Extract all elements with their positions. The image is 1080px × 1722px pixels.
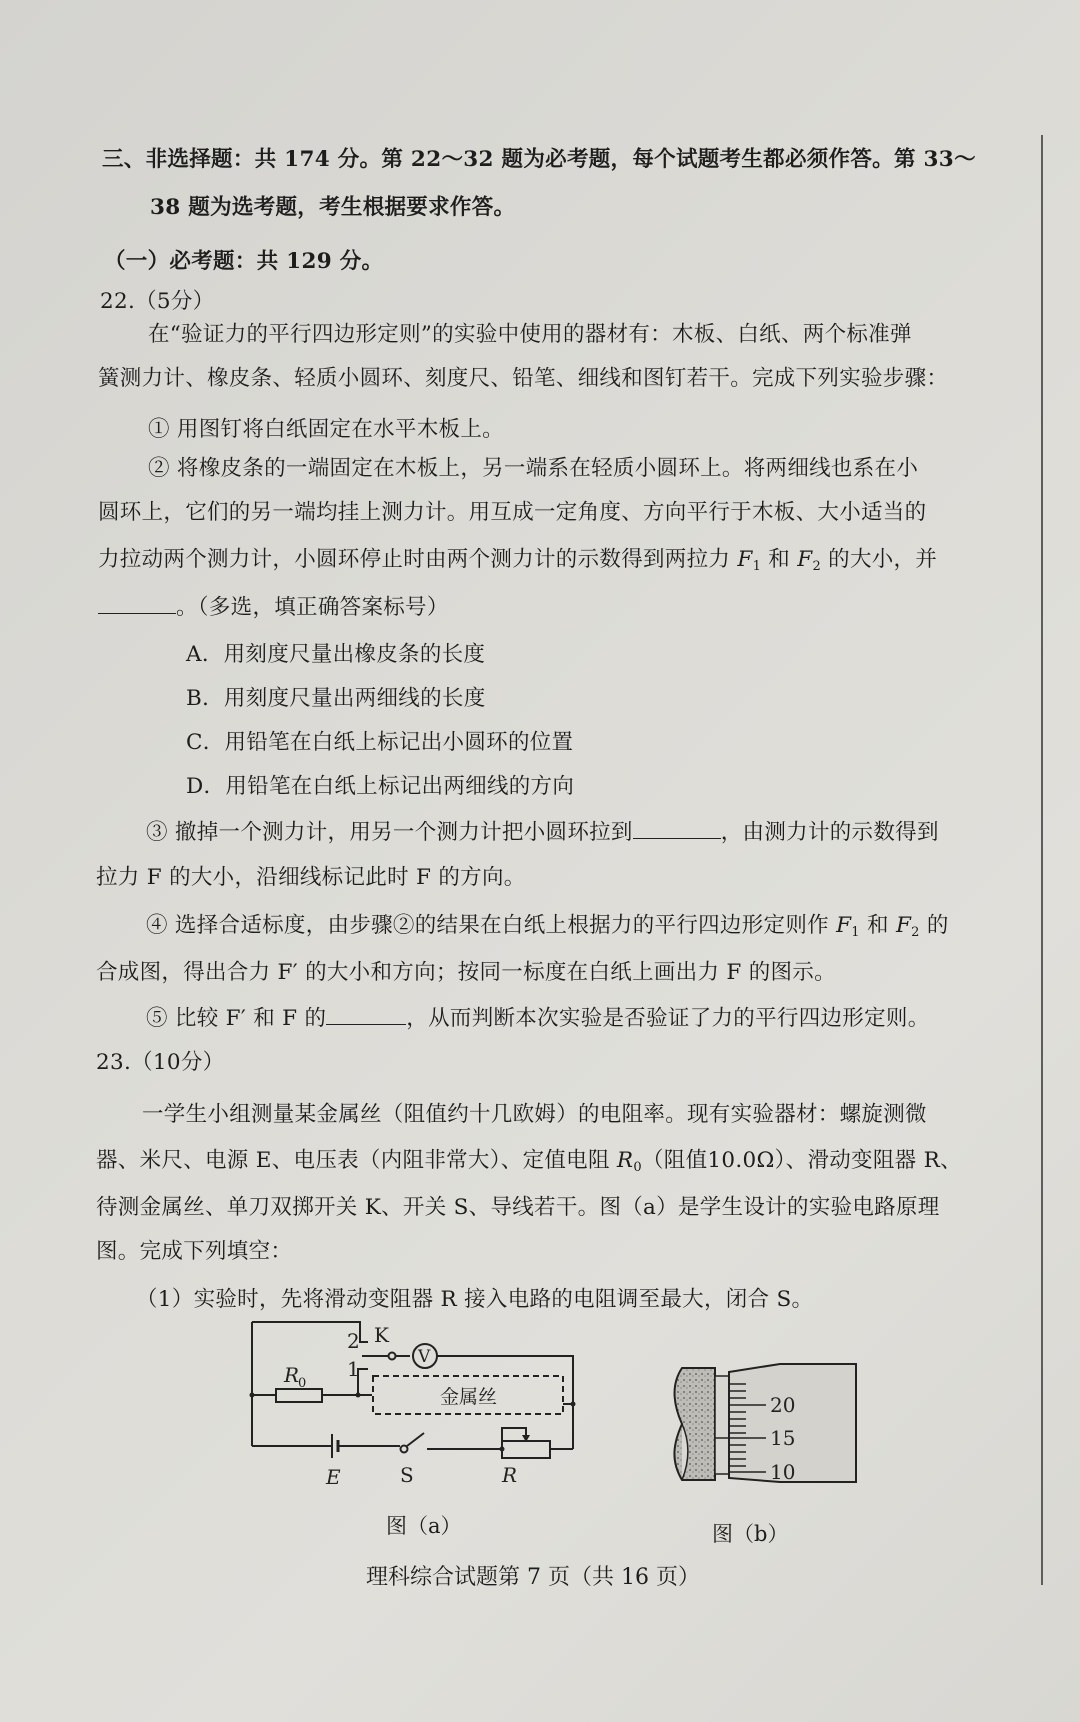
q23-number: 23.（10分） [96,1050,225,1075]
q22-step2-line3 [98,542,937,574]
f2-symbol: F [797,547,813,572]
text: ③ 撤掉一个测力计，用另一个测力计把小圆环拉到 [146,820,633,845]
f1-subscript: 1 [851,925,860,940]
section-header-line1: 三、非选择题：共 174 分。第 22～32 题为必考题，每个试题考生都必须作答。第 33～ [102,147,976,172]
q22-step2-line4 [98,590,449,621]
text: ，从而判断本次实验是否验证了力的平行四边形定则。 [406,1006,930,1031]
f1-subscript: 1 [752,559,762,574]
r0-subscript: 0 [633,1160,642,1175]
r0-label: R [284,1363,300,1387]
subsection-title: （一）必考题：共 129 分。 [104,249,384,274]
f2-symbol: F [895,913,912,938]
text: ⑤ 比较 F′ 和 F 的 [146,1006,327,1031]
q22-step4-line2: 合成图，得出合力 F′ 的大小和方向；按同一标度在白纸上画出力 F 的图示。 [96,960,836,985]
multi-select-hint: 。（多选，填正确答案标号） [176,595,449,620]
r0-symbol: R [616,1148,634,1173]
text-and: 和 [761,547,798,572]
text: ④ 选择合适标度，由步骤②的结果在白纸上根据力的平行四边形定则作 [146,913,837,938]
q22-step4-line1 [146,908,949,940]
q23-intro-line1: 一学生小组测量某金属丝（阻值约十几欧姆）的电阻率。现有实验器材：螺旋测微 [142,1102,927,1127]
switch-s-label: S [400,1463,414,1487]
option-b: B．用刻度尺量出两细线的长度 [186,686,486,711]
metal-wire-label: 金属丝 [440,1386,498,1408]
q23-intro-line2 [96,1143,962,1175]
voltmeter-label: V [418,1347,431,1367]
option-c: C．用铅笔在白纸上标记出小圆环的位置 [186,730,574,755]
f2-subscript: 2 [911,925,920,940]
text: 器、米尺、电源 E、电压表（内阻非常大）、定值电阻 [96,1148,617,1173]
q23-part1: （1）实验时，先将滑动变阻器 R 接入电路的电阻调至最大，闭合 S。 [136,1287,814,1312]
f1-symbol: F [836,913,852,938]
q22-intro-line1: 在“验证力的平行四边形定则”的实验中使用的器材有：木板、白纸、两个标准弹 [148,322,912,347]
switch-pos-2: 2 [347,1329,360,1353]
q22-intro-line2: 簧测力计、橡皮条、轻质小圆环、刻度尺、铅笔、细线和图钉若干。完成下列实验步骤： [98,366,949,391]
answer-blank-step2[interactable] [98,595,176,614]
switch-pos-1: 1 [347,1357,360,1381]
q22-step3-line2: 拉力 F 的大小，沿细线标记此时 F 的方向。 [96,865,526,890]
circuit-diagram [240,1310,600,1500]
q22-number: 22.（5分） [100,289,215,314]
q22-step5 [146,1001,930,1032]
text: 的 [919,913,949,938]
micrometer-scale-15: 15 [770,1426,796,1450]
micrometer-scale-10: 10 [770,1460,796,1484]
figure-a-caption: 图（a） [386,1514,462,1538]
page-footer: 理科综合试题第 7 页（共 16 页） [366,1565,700,1590]
battery-e-label: E [326,1465,341,1489]
q23-intro-line4: 图。完成下列填空： [96,1239,293,1264]
q22-step2-line2: 圆环上，它们的另一端均挂上测力计。用互成一定角度、方向平行于木板、大小适当的 [98,500,927,525]
micrometer-scale-20: 20 [770,1393,796,1417]
text: ，由测力计的示数得到 [720,820,939,845]
option-d: D．用铅笔在白纸上标记出两细线的方向 [186,774,575,799]
text: 力拉动两个测力计，小圆环停止时由两个测力计的示数得到两拉力 [98,547,738,572]
q22-step2-line1: ② 将橡皮条的一端固定在木板上，另一端系在轻质小圆环上。将两细线也系在小 [148,456,919,481]
switch-k-label: K [374,1323,389,1347]
page-edge-line [1041,135,1043,1585]
text: 的大小，并 [821,547,938,572]
answer-blank-step3[interactable] [633,820,721,839]
rheostat-r-label: R [502,1463,518,1487]
section-header-line2: 38 题为选考题，考生根据要求作答。 [150,195,516,220]
f1-symbol: F [737,547,753,572]
text-and: 和 [859,913,896,938]
micrometer-diagram [670,1360,860,1500]
q22-step1: ① 用图钉将白纸固定在水平木板上。 [148,417,504,442]
option-a: A．用刻度尺量出橡皮条的长度 [186,642,486,667]
r0-sub-label: 0 [298,1376,307,1391]
text: （阻值10.0Ω）、滑动变阻器 R、 [642,1148,962,1173]
f2-subscript: 2 [812,559,822,574]
q23-intro-line3: 待测金属丝、单刀双掷开关 K、开关 S、导线若干。图（a）是学生设计的实验电路原理 [96,1195,940,1220]
answer-blank-step5[interactable] [326,1006,406,1025]
figure-b-caption: 图（b） [712,1522,789,1546]
q22-step3-line1 [146,815,939,846]
